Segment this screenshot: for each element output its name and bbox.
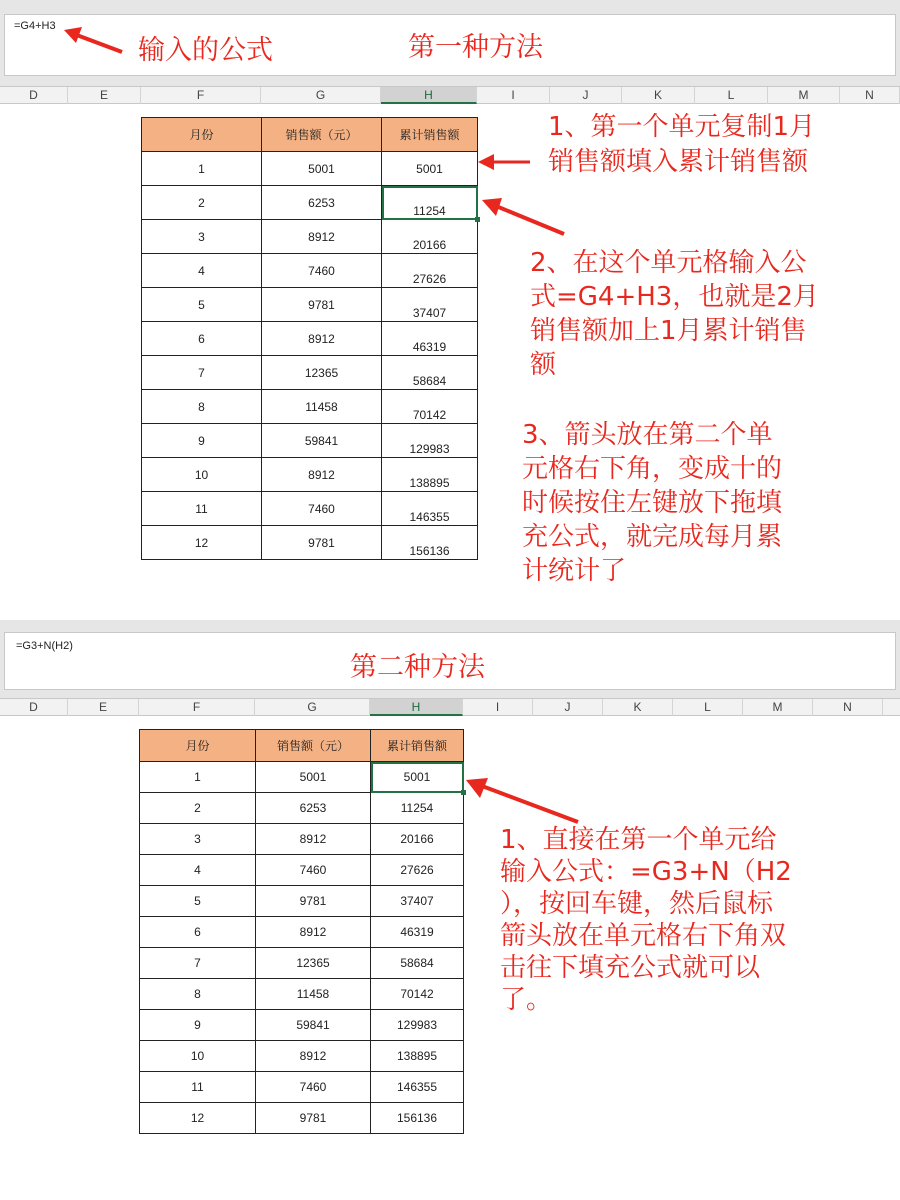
header-month[interactable]: 月份 bbox=[140, 730, 256, 762]
cumulative-cell[interactable]: 46319 bbox=[371, 917, 464, 948]
table-row bbox=[142, 424, 478, 458]
formula-bar-text-1[interactable]: =G4+H3 bbox=[14, 20, 56, 32]
cumulative-cell[interactable]: 27626 bbox=[371, 855, 464, 886]
header-month[interactable]: 月份 bbox=[142, 118, 262, 152]
cumulative-cell[interactable]: 58684 bbox=[371, 948, 464, 979]
sales-cell[interactable]: 6253 bbox=[256, 793, 371, 824]
month-cell[interactable]: 4 bbox=[140, 855, 256, 886]
column-L[interactable]: L bbox=[673, 699, 743, 716]
sales-cell[interactable]: 8912 bbox=[256, 824, 371, 855]
table-row bbox=[142, 220, 478, 254]
cumulative-cell[interactable]: 20166 bbox=[382, 220, 478, 254]
table-row bbox=[140, 1010, 464, 1041]
formula-label: 输入的公式 bbox=[138, 35, 273, 66]
table-row bbox=[142, 152, 478, 186]
table-row bbox=[140, 886, 464, 917]
sales-cell[interactable]: 7460 bbox=[256, 855, 371, 886]
month-cell[interactable]: 12 bbox=[142, 526, 262, 560]
column-D[interactable]: D bbox=[0, 87, 68, 104]
cumulative-cell[interactable]: 138895 bbox=[371, 1041, 464, 1072]
month-cell[interactable]: 3 bbox=[142, 220, 262, 254]
column-E[interactable]: E bbox=[68, 699, 139, 716]
header-cumulative[interactable]: 累计销售额 bbox=[382, 118, 478, 152]
sales-cell[interactable]: 8912 bbox=[262, 220, 382, 254]
month-cell[interactable]: 11 bbox=[142, 492, 262, 526]
month-cell[interactable]: 11 bbox=[140, 1072, 256, 1103]
column-G[interactable]: G bbox=[261, 87, 381, 104]
month-cell[interactable]: 2 bbox=[142, 186, 262, 220]
column-G[interactable]: G bbox=[255, 699, 370, 716]
arrow-note1-icon bbox=[474, 148, 534, 176]
column-header-1 bbox=[0, 86, 900, 104]
month-cell[interactable]: 5 bbox=[142, 288, 262, 322]
table-row bbox=[142, 186, 478, 220]
note-3-line: 3、箭头放在第二个单 bbox=[522, 420, 773, 450]
sales-cell[interactable]: 59841 bbox=[262, 424, 382, 458]
sales-cell[interactable]: 5001 bbox=[262, 152, 382, 186]
note-1-line: 销售额填入累计销售额 bbox=[548, 147, 809, 177]
month-cell[interactable]: 5 bbox=[140, 886, 256, 917]
table-row bbox=[140, 855, 464, 886]
note-3 bbox=[522, 418, 782, 588]
note-4-line: 箭头放在单元格右下角双 bbox=[500, 921, 787, 951]
cumulative-cell[interactable]: 37407 bbox=[371, 886, 464, 917]
table-row bbox=[142, 288, 478, 322]
arrow-note4-icon bbox=[462, 772, 582, 828]
table-row bbox=[142, 254, 478, 288]
cumulative-cell[interactable]: 146355 bbox=[371, 1072, 464, 1103]
month-cell[interactable]: 1 bbox=[140, 762, 256, 793]
table-row bbox=[140, 948, 464, 979]
header-cumulative[interactable]: 累计销售额 bbox=[371, 730, 464, 762]
table-row bbox=[142, 492, 478, 526]
sales-cell[interactable]: 8912 bbox=[256, 917, 371, 948]
sales-cell[interactable]: 7460 bbox=[262, 492, 382, 526]
column-E[interactable]: E bbox=[68, 87, 141, 104]
cumulative-cell[interactable]: 37407 bbox=[382, 288, 478, 322]
sales-table-1 bbox=[141, 117, 478, 560]
column-N[interactable]: N bbox=[840, 87, 900, 104]
column-M[interactable]: M bbox=[768, 87, 840, 104]
column-J[interactable]: J bbox=[533, 699, 603, 716]
note-2-line: 2、在这个单元格输入公 bbox=[530, 248, 807, 278]
cumulative-cell[interactable]: 5001 bbox=[371, 762, 464, 793]
cumulative-cell[interactable]: 156136 bbox=[371, 1103, 464, 1134]
sales-cell[interactable]: 8912 bbox=[262, 322, 382, 356]
sales-cell[interactable]: 9781 bbox=[262, 526, 382, 560]
cumulative-cell[interactable]: 138895 bbox=[382, 458, 478, 492]
header-sales[interactable]: 销售额（元） bbox=[256, 730, 371, 762]
sales-cell[interactable]: 9781 bbox=[256, 1103, 371, 1134]
note-4-line: 了。 bbox=[500, 985, 553, 1015]
column-I[interactable]: I bbox=[477, 87, 550, 104]
header-sales[interactable]: 销售额（元） bbox=[262, 118, 382, 152]
cumulative-cell[interactable]: 156136 bbox=[382, 526, 478, 560]
table-row bbox=[140, 793, 464, 824]
sales-cell[interactable]: 11458 bbox=[256, 979, 371, 1010]
column-K[interactable]: K bbox=[603, 699, 673, 716]
sales-table-2 bbox=[139, 729, 464, 1134]
month-cell[interactable]: 7 bbox=[142, 356, 262, 390]
note-3-line: 时候按住左键放下拖填 bbox=[522, 488, 783, 518]
cumulative-cell[interactable]: 58684 bbox=[382, 356, 478, 390]
column-J[interactable]: J bbox=[550, 87, 622, 104]
cumulative-cell[interactable]: 11254 bbox=[371, 793, 464, 824]
column-F[interactable]: F bbox=[139, 699, 255, 716]
table-row bbox=[142, 526, 478, 560]
month-cell[interactable]: 3 bbox=[140, 824, 256, 855]
note-2-line: 额 bbox=[530, 350, 557, 380]
column-H[interactable]: H bbox=[370, 699, 463, 716]
note-2-line: 销售额加上1月累计销售 bbox=[530, 316, 807, 346]
cumulative-cell[interactable]: 11254 bbox=[382, 186, 478, 220]
formula-bar-text-2[interactable]: =G3+N(H2) bbox=[16, 640, 73, 652]
table-row bbox=[142, 322, 478, 356]
sales-cell[interactable]: 9781 bbox=[256, 886, 371, 917]
table-row bbox=[140, 824, 464, 855]
month-cell[interactable]: 4 bbox=[142, 254, 262, 288]
month-cell[interactable]: 10 bbox=[140, 1041, 256, 1072]
column-K[interactable]: K bbox=[622, 87, 695, 104]
note-2 bbox=[530, 246, 819, 382]
month-cell[interactable]: 8 bbox=[142, 390, 262, 424]
arrow-note2-icon bbox=[478, 192, 568, 240]
column-N[interactable]: N bbox=[813, 699, 883, 716]
month-cell[interactable]: 9 bbox=[140, 1010, 256, 1041]
table-row bbox=[142, 390, 478, 424]
month-cell[interactable]: 9 bbox=[142, 424, 262, 458]
cumulative-cell[interactable]: 129983 bbox=[382, 424, 478, 458]
note-4 bbox=[500, 824, 792, 1016]
note-3-line: 元格右下角，变成十的 bbox=[522, 454, 783, 484]
table-row bbox=[142, 458, 478, 492]
table-row bbox=[140, 762, 464, 793]
table-row bbox=[142, 356, 478, 390]
cumulative-cell[interactable]: 70142 bbox=[371, 979, 464, 1010]
table-row bbox=[140, 917, 464, 948]
cumulative-cell[interactable]: 129983 bbox=[371, 1010, 464, 1041]
cumulative-cell[interactable]: 46319 bbox=[382, 322, 478, 356]
column-L[interactable]: L bbox=[695, 87, 768, 104]
sales-cell[interactable]: 8912 bbox=[256, 1041, 371, 1072]
month-cell[interactable]: 12 bbox=[140, 1103, 256, 1134]
column-F[interactable]: F bbox=[141, 87, 261, 104]
sales-cell[interactable]: 5001 bbox=[256, 762, 371, 793]
column-D[interactable]: D bbox=[0, 699, 68, 716]
note-4-line: ），按回车键，然后鼠标 bbox=[500, 889, 774, 919]
sales-cell[interactable]: 11458 bbox=[262, 390, 382, 424]
month-cell[interactable]: 6 bbox=[140, 917, 256, 948]
sales-cell[interactable]: 6253 bbox=[262, 186, 382, 220]
month-cell[interactable]: 10 bbox=[142, 458, 262, 492]
month-cell[interactable]: 2 bbox=[140, 793, 256, 824]
month-cell[interactable]: 1 bbox=[142, 152, 262, 186]
sales-cell[interactable]: 59841 bbox=[256, 1010, 371, 1041]
cumulative-cell[interactable]: 20166 bbox=[371, 824, 464, 855]
table-row bbox=[140, 1103, 464, 1134]
column-header-2 bbox=[0, 698, 900, 716]
sales-cell[interactable]: 8912 bbox=[262, 458, 382, 492]
note-1 bbox=[548, 110, 815, 180]
note-3-line: 计统计了 bbox=[522, 556, 627, 586]
month-cell[interactable]: 8 bbox=[140, 979, 256, 1010]
method1-title: 第一种方法 bbox=[408, 32, 543, 63]
column-I[interactable]: I bbox=[463, 699, 533, 716]
note-4-line: 击往下填充公式就可以 bbox=[500, 953, 761, 983]
cumulative-cell[interactable]: 146355 bbox=[382, 492, 478, 526]
note-3-line: 充公式，就完成每月累 bbox=[522, 522, 783, 552]
column-M[interactable]: M bbox=[743, 699, 813, 716]
table-row bbox=[140, 1041, 464, 1072]
sales-cell[interactable]: 7460 bbox=[256, 1072, 371, 1103]
sales-cell[interactable]: 7460 bbox=[262, 254, 382, 288]
table-row bbox=[140, 1072, 464, 1103]
sales-cell[interactable]: 12365 bbox=[256, 948, 371, 979]
cumulative-cell[interactable]: 5001 bbox=[382, 152, 478, 186]
sales-cell[interactable]: 9781 bbox=[262, 288, 382, 322]
method2-title: 第二种方法 bbox=[350, 652, 485, 683]
arrow-to-formula-icon bbox=[60, 24, 126, 58]
sales-cell[interactable]: 12365 bbox=[262, 356, 382, 390]
cumulative-cell[interactable]: 27626 bbox=[382, 254, 478, 288]
month-cell[interactable]: 7 bbox=[140, 948, 256, 979]
note-4-line: 输入公式：=G3+N（H2 bbox=[500, 857, 792, 887]
note-4-line: 1、直接在第一个单元给 bbox=[500, 825, 777, 855]
note-2-line: 式=G4+H3，也就是2月 bbox=[530, 282, 819, 312]
cumulative-cell[interactable]: 70142 bbox=[382, 390, 478, 424]
table-row bbox=[140, 979, 464, 1010]
month-cell[interactable]: 6 bbox=[142, 322, 262, 356]
column-H[interactable]: H bbox=[381, 87, 477, 104]
note-1-line: 1、第一个单元复制1月 bbox=[548, 112, 816, 142]
